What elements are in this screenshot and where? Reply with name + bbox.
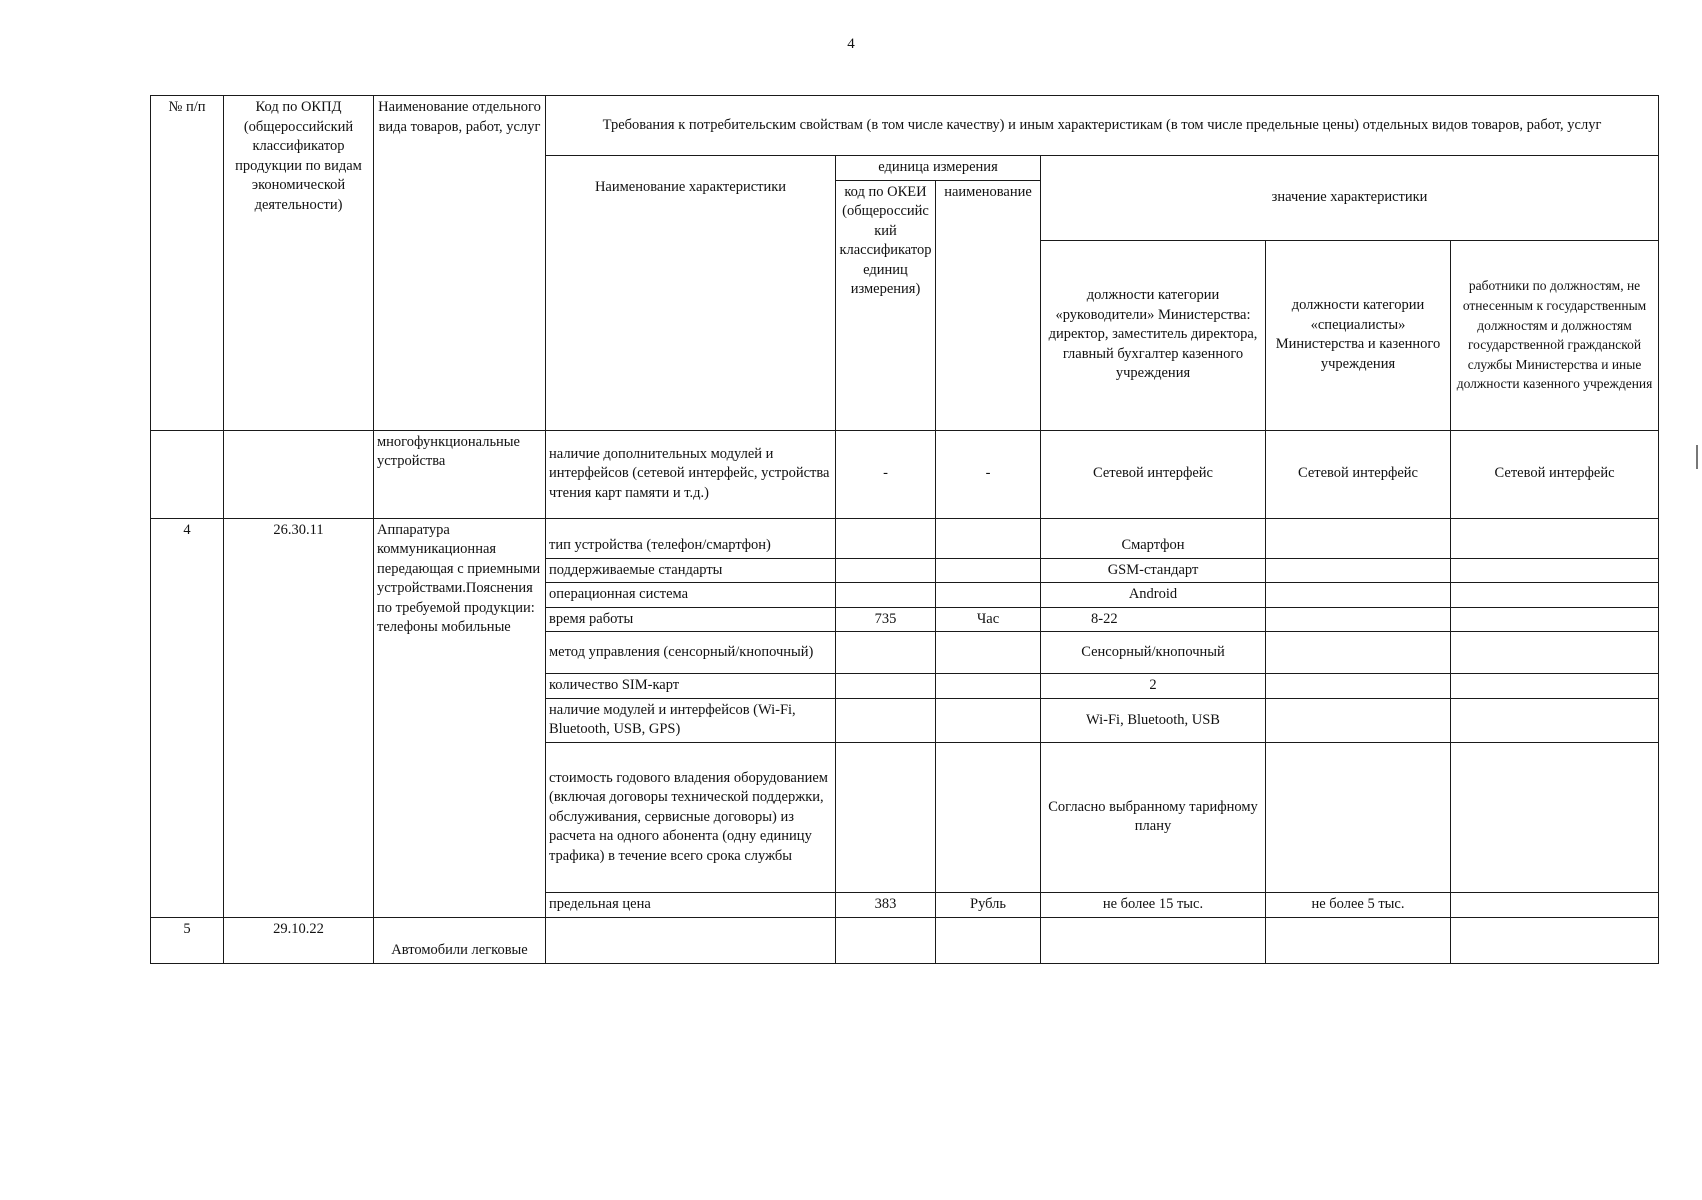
item4-char: количество SIM-карт	[546, 674, 836, 699]
row-prev-v1: Сетевой интерфейс	[1041, 430, 1266, 518]
item4-okei	[836, 674, 936, 699]
table-row	[151, 518, 1659, 558]
item4-v2	[1266, 607, 1451, 632]
table-row	[151, 430, 1659, 518]
item4-v2	[1266, 742, 1451, 892]
item4-okei: 735	[836, 607, 936, 632]
header-cat-others: работники по должностям, не отнесенным к государственным должностям и должностям государственной гражданской службы Министерства и иные должности казенного учреждения	[1451, 240, 1659, 430]
item4-num: 4	[151, 518, 224, 917]
item4-v1: 8-22	[1041, 607, 1266, 632]
header-cat-leaders: должности категории «руководители» Министерства: директор, заместитель директора, главный бухгалтер казенного учреждения	[1041, 240, 1266, 430]
item4-v3	[1451, 698, 1659, 742]
item4-v1: не более 15 тыс.	[1041, 892, 1266, 917]
item4-unit: Час	[936, 607, 1041, 632]
item5-code: 29.10.22	[224, 917, 374, 963]
item4-char: время работы	[546, 607, 836, 632]
item4-v2	[1266, 518, 1451, 558]
item4-char: стоимость годового владения оборудованием (включая договоры технической поддержки, обслуживания, сервисные договоры) из расчета на одного абонента (одну единицу трафика) в течение всего срока службы	[546, 742, 836, 892]
item5-name: Автомобили легковые	[374, 917, 546, 963]
item4-v2	[1266, 558, 1451, 583]
item4-okei: 383	[836, 892, 936, 917]
item4-okei	[836, 742, 936, 892]
item4-unit	[936, 632, 1041, 674]
item4-v1: Сенсорный/кнопочный	[1041, 632, 1266, 674]
table-row	[151, 917, 1659, 963]
item4-v3	[1451, 607, 1659, 632]
item4-name: Аппаратура коммуникационная передающая с приемными устройствами.Пояснения по требуемой продукции: телефоны мобильные	[374, 518, 546, 917]
item4-v3	[1451, 583, 1659, 608]
item4-v3	[1451, 518, 1659, 558]
row-prev-unit: -	[936, 430, 1041, 518]
item4-unit	[936, 518, 1041, 558]
item4-char: тип устройства (телефон/смартфон)	[546, 518, 836, 558]
item4-v2	[1266, 674, 1451, 699]
requirements-table	[150, 95, 1659, 964]
item4-unit: Рубль	[936, 892, 1041, 917]
item4-v1: Смартфон	[1041, 518, 1266, 558]
header-char-name: Наименование характеристики	[546, 156, 836, 431]
item5-num: 5	[151, 917, 224, 963]
item4-unit	[936, 674, 1041, 699]
item4-v3	[1451, 674, 1659, 699]
item4-okei	[836, 583, 936, 608]
item4-okei	[836, 558, 936, 583]
header-unit-name: наименование	[936, 180, 1041, 430]
header-okei: код по ОКЕИ (общероссийский классификатор единиц измерения)	[836, 180, 936, 430]
row-prev-char: наличие дополнительных модулей и интерфейсов (сетевой интерфейс, устройства чтения карт памяти и т.д.)	[546, 430, 836, 518]
row-prev-v2: Сетевой интерфейс	[1266, 430, 1451, 518]
header-unit: единица измерения	[836, 156, 1041, 181]
header-num: № п/п	[151, 96, 224, 431]
item4-unit	[936, 558, 1041, 583]
item4-char: поддерживаемые стандарты	[546, 558, 836, 583]
item4-v3	[1451, 742, 1659, 892]
item4-v2	[1266, 632, 1451, 674]
item4-v3	[1451, 892, 1659, 917]
header-name: Наименование отдельного вида товаров, работ, услуг	[374, 96, 546, 431]
item4-v1: 2	[1041, 674, 1266, 699]
row-prev-name: многофункциональные устройства	[374, 430, 546, 518]
header-requirements: Требования к потребительским свойствам (в том числе качеству) и иным характеристикам (в том числе предельные цены) отдельных видов товаров, работ, услуг	[546, 96, 1659, 156]
item4-v3	[1451, 558, 1659, 583]
item4-v1: Согласно выбранному тарифному плану	[1041, 742, 1266, 892]
item4-v2	[1266, 583, 1451, 608]
item4-char: наличие модулей и интерфейсов (Wi-Fi, Bluetooth, USB, GPS)	[546, 698, 836, 742]
item4-v2: не более 5 тыс.	[1266, 892, 1451, 917]
header-okpd: Код по ОКПД (общероссийский классификатор продукции по видам экономической деятельности)	[224, 96, 374, 431]
item4-code: 26.30.11	[224, 518, 374, 917]
item4-v1: Wi-Fi, Bluetooth, USB	[1041, 698, 1266, 742]
scan-edge-mark	[1696, 445, 1698, 469]
item4-v1: Android	[1041, 583, 1266, 608]
item4-v2	[1266, 698, 1451, 742]
item4-v3	[1451, 632, 1659, 674]
row-prev-v3: Сетевой интерфейс	[1451, 430, 1659, 518]
item4-unit	[936, 583, 1041, 608]
header-value: значение характеристики	[1041, 156, 1659, 241]
header-cat-specialists: должности категории «специалисты» Министерства и казенного учреждения	[1266, 240, 1451, 430]
item4-okei	[836, 698, 936, 742]
item4-okei	[836, 632, 936, 674]
item4-char: метод управления (сенсорный/кнопочный)	[546, 632, 836, 674]
page-number: 4	[847, 36, 855, 52]
item4-unit	[936, 742, 1041, 892]
item4-char: операционная система	[546, 583, 836, 608]
item4-unit	[936, 698, 1041, 742]
item4-char: предельная цена	[546, 892, 836, 917]
row-prev-okei: -	[836, 430, 936, 518]
item4-okei	[836, 518, 936, 558]
item4-v1: GSM-стандарт	[1041, 558, 1266, 583]
